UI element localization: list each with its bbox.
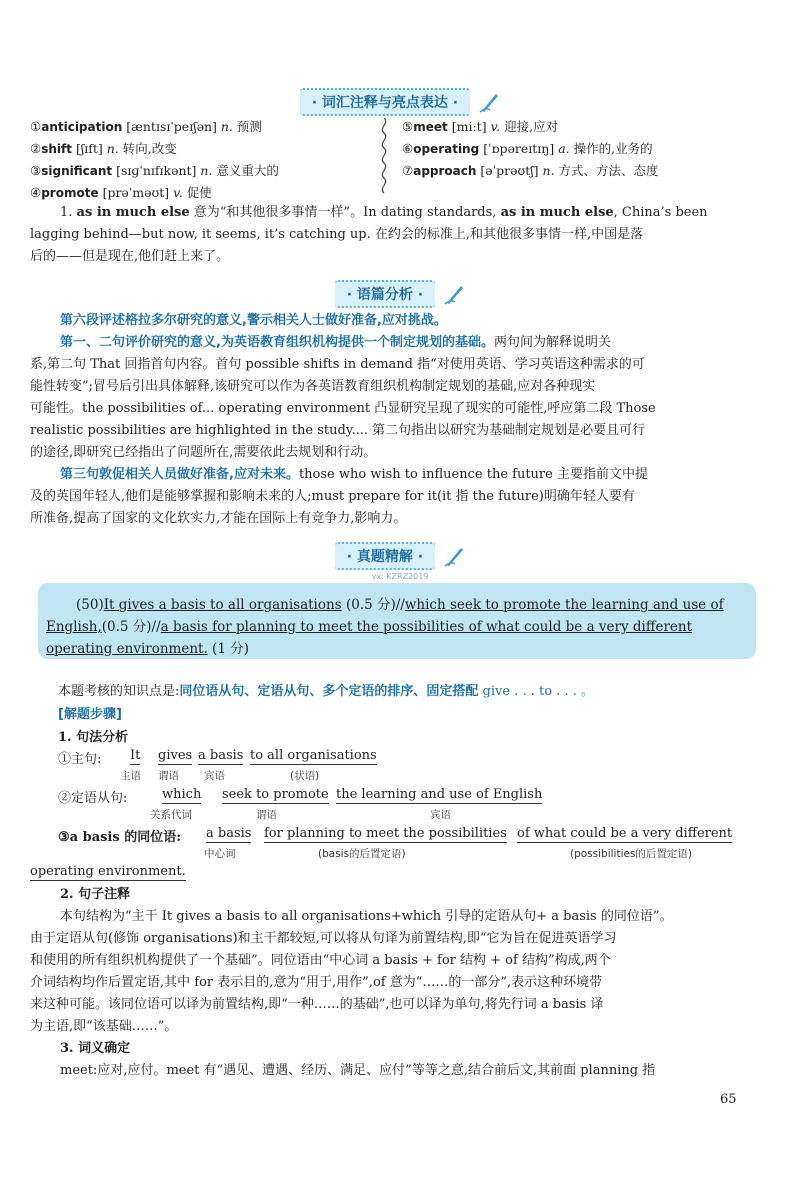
vocab-item: ④promote [prəˈməʊt] v. 促使: [30, 185, 212, 200]
main-seg-object: a basis: [198, 748, 244, 763]
vocab-item: ⑤meet [miːt] v. 迎接,应对: [402, 119, 559, 134]
pen-icon: [443, 283, 465, 305]
appo-tag: 中心词: [204, 848, 236, 860]
main-seg-adverbial: to all organisations: [250, 748, 377, 763]
spiral-divider: [378, 118, 390, 198]
appo-seg-head: a basis: [206, 826, 252, 841]
main-seg-subject: It: [130, 748, 141, 763]
attr-seg-object: the learning and use of English: [336, 787, 543, 802]
sentence-notes: 2. 句子注释 本句结构为“主干 It gives a basis to all organisations+which 引导的定语从句+ a basis 的同位语”。 由于定语从句(修饰 organisations)和主干都较短,可以将从句译为前置结构,即“它为旨在促进英语学习 和使用的所有组织机构提供了一个基础”。同位语由“中心词 a basis + for 结构 + of 结构”构成,两个 介词结构均作后置定语,其中 for 表示目的,意为“用于,用作”,of 意为“……的一部分”,表示这种环境带 来这种可能。该同位语可以译为前置结构,即“一种……的基础”,也可以译为单句,将先行词 a basis 译 为主语,即“该基础……”。 3. 词义确定 meet:应对,应付。meet 有“遇见、遭遇、经历、满足、应付”等等之意,结合前后文,其前面 planning 指: [30, 884, 770, 1082]
discourse-summary: 第六段评述格拉多尔研究的意义,警示相关人士做好准备,应对挑战。: [60, 313, 447, 328]
sentence-notes-title: 2. 句子注释: [60, 887, 131, 902]
pen-icon: [443, 545, 465, 567]
discourse-section-title: · 语篇分析 ·: [335, 280, 435, 308]
appo-tag: (possibilities的后置定语): [570, 848, 693, 860]
main-tag: (状语): [290, 770, 320, 782]
main-tag: 宾语: [204, 770, 225, 782]
attr-tag: 谓语: [256, 809, 277, 821]
vocab-item: ②shift [ʃɪft] n. 转向,改变: [30, 141, 177, 156]
main-seg-predicate: gives: [158, 748, 193, 763]
appositive-label: ③a basis 的同位语:: [58, 830, 182, 845]
answer-line-2: English,(0.5 分)//a basis for planning to meet the possibilities of what could be a very different: [46, 619, 693, 635]
vocab-section-heading: [0, 88, 800, 116]
appo-seg-tail: operating environment.: [30, 864, 186, 879]
discourse-analysis: 第六段评述格拉多尔研究的意义,警示相关人士做好准备,应对挑战。 第一、二句评价研究的意义,为英语教育组织机构提供一个制定规划的基础。两句间为解释说明关 系,第二句 That 回指首句内容。首句 possible shifts in demand 指“对使用英语、学习英语这种需求的可 能性转变”;冒号后引出具体解释,该研究可以作为各英语教育组织机构制定规划的基础,应对各种现实 可能性。the possibilities of... operating environment 凸显研究呈现了现实的可能性,呼应第二段 Those realistic possibilities are highlighted in the study.... 第二句指出以研究为基础制定规划是必要且可行 的途径,即研究已经指出了问题所在,需要依此去规划和行动。 第三句敦促相关人员做好准备,应对未来。those who wish to influence the future 主要指前文中提 及的英国年轻人,他们是能够掌握和影响未来的人;must prepare for it(it 指 the future)明确年轻人要有 所准备,提高了国家的文化软实力,才能在国际上有竞争力,影响力。: [30, 310, 770, 530]
vocab-section-title: · 词汇注释与亮点表达 ·: [300, 88, 470, 116]
vocab-item: ⑥operating [ˈɒpəreɪtɪŋ] a. 操作的,业务的: [402, 141, 653, 156]
attributive-clause-label: ②定语从句:: [58, 791, 128, 806]
vocab-item: ⑦approach [əˈprəʊtʃ] n. 方式、方法、态度: [402, 163, 659, 178]
watermark: vx: KZRZ2019: [371, 572, 429, 581]
exam-section-title: · 真题精解 ·: [335, 542, 435, 570]
vocab-left-column: [30, 116, 279, 204]
attr-seg-predicate: seek to promote: [222, 787, 329, 802]
vocab-item: ①anticipation [æntɪsɪˈpeɪʃən] n. 预测: [30, 119, 262, 134]
syntax-analysis-title: 1. 句法分析: [58, 730, 129, 745]
appo-seg-for: for planning to meet the possibilities: [264, 826, 507, 841]
appo-tag: (basis的后置定语): [318, 848, 406, 860]
pen-icon: [478, 91, 500, 113]
vocab-right-column: [402, 116, 659, 182]
appo-seg-of: of what could be a very different: [517, 826, 733, 841]
main-clause-label: ①主句:: [58, 752, 102, 767]
main-tag: 主语: [120, 770, 141, 782]
attr-tag: 宾语: [430, 809, 451, 821]
exam-section-heading: [0, 542, 800, 570]
discourse-section-heading: [0, 280, 800, 308]
answer-line-1: (50)It gives a basis to all organisations (0.5 分)//which seek to promote the learning and use of: [76, 597, 724, 613]
main-tag: 谓语: [158, 770, 179, 782]
attr-tag: 关系代词: [150, 809, 192, 821]
answer-line-3: operating environment. (1 分): [46, 641, 249, 657]
page-number: 65: [720, 1092, 737, 1107]
highlight-expression: 1. as in much else 意为“和其他很多事情一样”。In dating standards, as in much else, China’s been lagging behind—but now, it seems, it’s catching up. 在约会的标准上,和其他很多事情一样,中国是落 后的——但是现在,他们赶上来了。: [30, 205, 708, 264]
vocab-item: ③significant [sɪɡˈnɪfɪkənt] n. 意义重大的: [30, 163, 279, 178]
attr-seg-pronoun: which: [162, 787, 202, 802]
steps-label: [解题步骤]: [58, 707, 122, 722]
knowledge-points: 本题考核的知识点是:同位语从句、定语从句、多个定语的排序、固定搭配 give . . . to . . . 。: [58, 684, 594, 699]
word-meaning-title: 3. 词义确定: [60, 1041, 131, 1056]
